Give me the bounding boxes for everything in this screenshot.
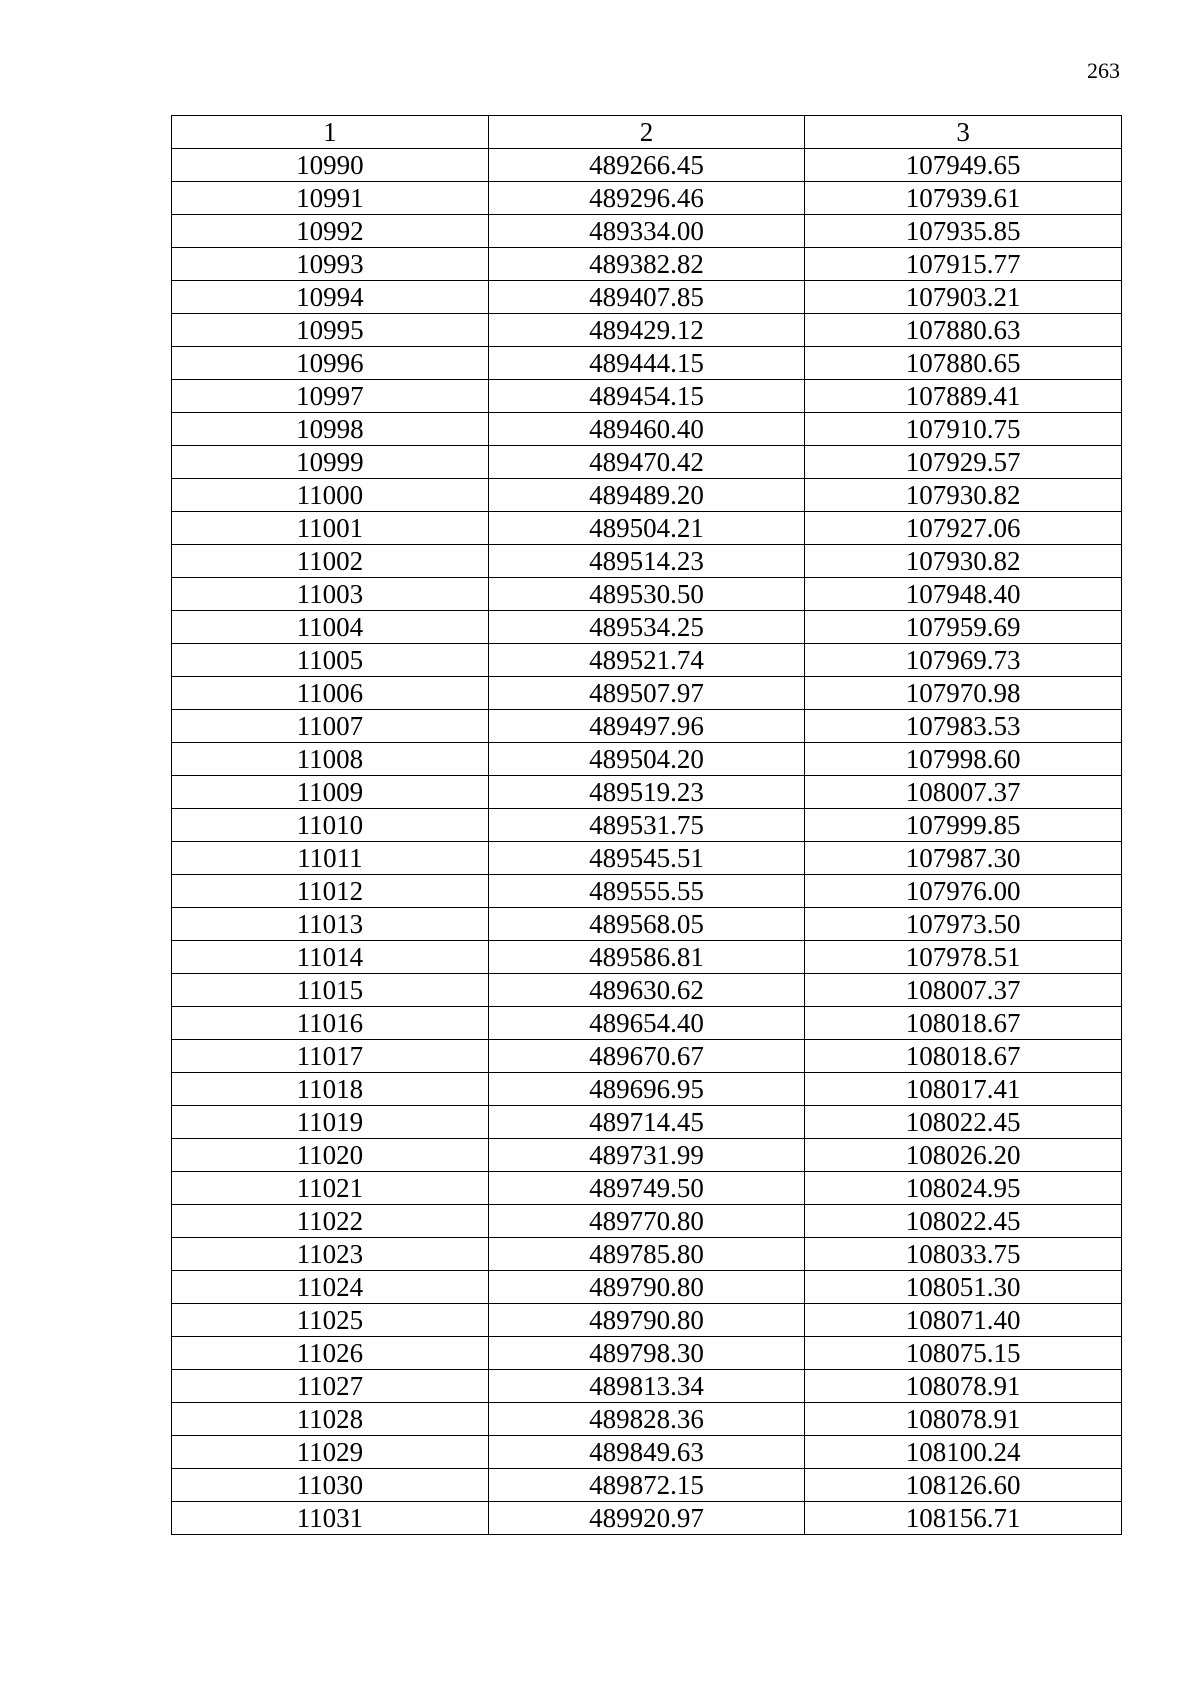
table-row	[172, 248, 1122, 281]
y-coordinate-cell: 108078.91	[805, 1403, 1122, 1436]
x-coordinate-cell: 489790.80	[488, 1271, 805, 1304]
x-coordinate-cell: 489545.51	[488, 842, 805, 875]
table-row	[172, 611, 1122, 644]
point-number-cell: 11001	[172, 512, 489, 545]
point-number-cell: 11031	[172, 1502, 489, 1535]
page-number: 263	[1087, 58, 1120, 83]
y-coordinate-cell: 107969.73	[805, 644, 1122, 677]
table-row	[172, 1205, 1122, 1238]
x-coordinate-cell: 489429.12	[488, 314, 805, 347]
y-coordinate-cell: 108078.91	[805, 1370, 1122, 1403]
x-coordinate-cell: 489785.80	[488, 1238, 805, 1271]
x-coordinate-cell: 489407.85	[488, 281, 805, 314]
x-coordinate-cell: 489714.45	[488, 1106, 805, 1139]
x-coordinate-cell: 489334.00	[488, 215, 805, 248]
point-number-cell: 10990	[172, 149, 489, 182]
x-coordinate-cell: 489586.81	[488, 941, 805, 974]
x-coordinate-cell: 489521.74	[488, 644, 805, 677]
y-coordinate-cell: 107949.65	[805, 149, 1122, 182]
x-coordinate-cell: 489770.80	[488, 1205, 805, 1238]
point-number-cell: 10996	[172, 347, 489, 380]
x-coordinate-cell: 489519.23	[488, 776, 805, 809]
table-row	[172, 1370, 1122, 1403]
y-coordinate-cell: 108017.41	[805, 1073, 1122, 1106]
x-coordinate-cell: 489670.67	[488, 1040, 805, 1073]
y-coordinate-cell: 107939.61	[805, 182, 1122, 215]
table-row	[172, 743, 1122, 776]
point-number-cell: 11030	[172, 1469, 489, 1502]
x-coordinate-cell: 489507.97	[488, 677, 805, 710]
point-number-cell: 11025	[172, 1304, 489, 1337]
table-row	[172, 1073, 1122, 1106]
point-number-cell: 11028	[172, 1403, 489, 1436]
x-coordinate-cell: 489382.82	[488, 248, 805, 281]
table-row	[172, 314, 1122, 347]
column-header: 2	[488, 116, 805, 149]
y-coordinate-cell: 107880.63	[805, 314, 1122, 347]
x-coordinate-cell: 489444.15	[488, 347, 805, 380]
y-coordinate-cell: 107987.30	[805, 842, 1122, 875]
y-coordinate-cell: 107880.65	[805, 347, 1122, 380]
point-number-cell: 10999	[172, 446, 489, 479]
y-coordinate-cell: 107948.40	[805, 578, 1122, 611]
y-coordinate-cell: 108156.71	[805, 1502, 1122, 1535]
point-number-cell: 11013	[172, 908, 489, 941]
y-coordinate-cell: 108026.20	[805, 1139, 1122, 1172]
y-coordinate-cell: 107910.75	[805, 413, 1122, 446]
x-coordinate-cell: 489630.62	[488, 974, 805, 1007]
x-coordinate-cell: 489828.36	[488, 1403, 805, 1436]
x-coordinate-cell: 489920.97	[488, 1502, 805, 1535]
y-coordinate-cell: 107935.85	[805, 215, 1122, 248]
y-coordinate-cell: 107889.41	[805, 380, 1122, 413]
table-row	[172, 380, 1122, 413]
y-coordinate-cell: 107930.82	[805, 545, 1122, 578]
point-number-cell: 11015	[172, 974, 489, 1007]
y-coordinate-cell: 107999.85	[805, 809, 1122, 842]
y-coordinate-cell: 107903.21	[805, 281, 1122, 314]
point-number-cell: 10995	[172, 314, 489, 347]
point-number-cell: 11014	[172, 941, 489, 974]
x-coordinate-cell: 489654.40	[488, 1007, 805, 1040]
point-number-cell: 11002	[172, 545, 489, 578]
table-row	[172, 479, 1122, 512]
table-row	[172, 1271, 1122, 1304]
y-coordinate-cell: 107970.98	[805, 677, 1122, 710]
point-number-cell: 10994	[172, 281, 489, 314]
point-number-cell: 11008	[172, 743, 489, 776]
point-number-cell: 10997	[172, 380, 489, 413]
y-coordinate-cell: 108075.15	[805, 1337, 1122, 1370]
y-coordinate-cell: 107998.60	[805, 743, 1122, 776]
y-coordinate-cell: 107929.57	[805, 446, 1122, 479]
point-number-cell: 11017	[172, 1040, 489, 1073]
point-number-cell: 10993	[172, 248, 489, 281]
y-coordinate-cell: 108022.45	[805, 1205, 1122, 1238]
table-row	[172, 941, 1122, 974]
point-number-cell: 11009	[172, 776, 489, 809]
point-number-cell: 11004	[172, 611, 489, 644]
point-number-cell: 11007	[172, 710, 489, 743]
x-coordinate-cell: 489555.55	[488, 875, 805, 908]
x-coordinate-cell: 489696.95	[488, 1073, 805, 1106]
x-coordinate-cell: 489531.75	[488, 809, 805, 842]
table-row	[172, 809, 1122, 842]
table-row	[172, 512, 1122, 545]
y-coordinate-cell: 107978.51	[805, 941, 1122, 974]
table-row	[172, 215, 1122, 248]
y-coordinate-cell: 108051.30	[805, 1271, 1122, 1304]
x-coordinate-cell: 489534.25	[488, 611, 805, 644]
table-header-row	[172, 116, 1122, 149]
point-number-cell: 11019	[172, 1106, 489, 1139]
y-coordinate-cell: 108024.95	[805, 1172, 1122, 1205]
x-coordinate-cell: 489266.45	[488, 149, 805, 182]
table-row	[172, 1106, 1122, 1139]
x-coordinate-cell: 489849.63	[488, 1436, 805, 1469]
x-coordinate-cell: 489497.96	[488, 710, 805, 743]
y-coordinate-cell: 108018.67	[805, 1007, 1122, 1040]
point-number-cell: 11016	[172, 1007, 489, 1040]
point-number-cell: 11010	[172, 809, 489, 842]
y-coordinate-cell: 107927.06	[805, 512, 1122, 545]
table-row	[172, 842, 1122, 875]
point-number-cell: 11012	[172, 875, 489, 908]
y-coordinate-cell: 108033.75	[805, 1238, 1122, 1271]
x-coordinate-cell: 489460.40	[488, 413, 805, 446]
y-coordinate-cell: 108071.40	[805, 1304, 1122, 1337]
table-row	[172, 1040, 1122, 1073]
point-number-cell: 11029	[172, 1436, 489, 1469]
point-number-cell: 11018	[172, 1073, 489, 1106]
x-coordinate-cell: 489813.34	[488, 1370, 805, 1403]
table-row	[172, 974, 1122, 1007]
table-row	[172, 644, 1122, 677]
y-coordinate-cell: 108100.24	[805, 1436, 1122, 1469]
column-header: 1	[172, 116, 489, 149]
point-number-cell: 11027	[172, 1370, 489, 1403]
point-number-cell: 11005	[172, 644, 489, 677]
point-number-cell: 11026	[172, 1337, 489, 1370]
table-body	[172, 149, 1122, 1535]
table-row	[172, 149, 1122, 182]
point-number-cell: 11022	[172, 1205, 489, 1238]
y-coordinate-cell: 107915.77	[805, 248, 1122, 281]
x-coordinate-cell: 489798.30	[488, 1337, 805, 1370]
table-row	[172, 545, 1122, 578]
table-row	[172, 446, 1122, 479]
coordinates-table	[171, 115, 1122, 1535]
point-number-cell: 10991	[172, 182, 489, 215]
table-row	[172, 347, 1122, 380]
y-coordinate-cell: 108007.37	[805, 974, 1122, 1007]
point-number-cell: 11020	[172, 1139, 489, 1172]
table-row	[172, 281, 1122, 314]
table-row	[172, 1502, 1122, 1535]
x-coordinate-cell: 489454.15	[488, 380, 805, 413]
table-row	[172, 1469, 1122, 1502]
column-header: 3	[805, 116, 1122, 149]
table-row	[172, 1304, 1122, 1337]
table-row	[172, 1436, 1122, 1469]
x-coordinate-cell: 489504.21	[488, 512, 805, 545]
y-coordinate-cell: 107983.53	[805, 710, 1122, 743]
point-number-cell: 11003	[172, 578, 489, 611]
x-coordinate-cell: 489504.20	[488, 743, 805, 776]
x-coordinate-cell: 489530.50	[488, 578, 805, 611]
y-coordinate-cell: 107976.00	[805, 875, 1122, 908]
x-coordinate-cell: 489296.46	[488, 182, 805, 215]
y-coordinate-cell: 107959.69	[805, 611, 1122, 644]
table-row	[172, 875, 1122, 908]
table-row	[172, 413, 1122, 446]
x-coordinate-cell: 489489.20	[488, 479, 805, 512]
y-coordinate-cell: 108126.60	[805, 1469, 1122, 1502]
point-number-cell: 11011	[172, 842, 489, 875]
y-coordinate-cell: 107973.50	[805, 908, 1122, 941]
x-coordinate-cell: 489514.23	[488, 545, 805, 578]
y-coordinate-cell: 107930.82	[805, 479, 1122, 512]
point-number-cell: 11021	[172, 1172, 489, 1205]
x-coordinate-cell: 489872.15	[488, 1469, 805, 1502]
y-coordinate-cell: 108007.37	[805, 776, 1122, 809]
table-row	[172, 908, 1122, 941]
point-number-cell: 10992	[172, 215, 489, 248]
x-coordinate-cell: 489749.50	[488, 1172, 805, 1205]
x-coordinate-cell: 489470.42	[488, 446, 805, 479]
table-row	[172, 710, 1122, 743]
y-coordinate-cell: 108018.67	[805, 1040, 1122, 1073]
table-row	[172, 578, 1122, 611]
y-coordinate-cell: 108022.45	[805, 1106, 1122, 1139]
x-coordinate-cell: 489790.80	[488, 1304, 805, 1337]
table-row	[172, 1139, 1122, 1172]
table-row	[172, 182, 1122, 215]
table-row	[172, 1238, 1122, 1271]
table-row	[172, 1172, 1122, 1205]
point-number-cell: 10998	[172, 413, 489, 446]
x-coordinate-cell: 489568.05	[488, 908, 805, 941]
table-row	[172, 1007, 1122, 1040]
point-number-cell: 11024	[172, 1271, 489, 1304]
x-coordinate-cell: 489731.99	[488, 1139, 805, 1172]
point-number-cell: 11006	[172, 677, 489, 710]
table-row	[172, 776, 1122, 809]
table-row	[172, 1337, 1122, 1370]
point-number-cell: 11023	[172, 1238, 489, 1271]
table-row	[172, 677, 1122, 710]
table-row	[172, 1403, 1122, 1436]
point-number-cell: 11000	[172, 479, 489, 512]
